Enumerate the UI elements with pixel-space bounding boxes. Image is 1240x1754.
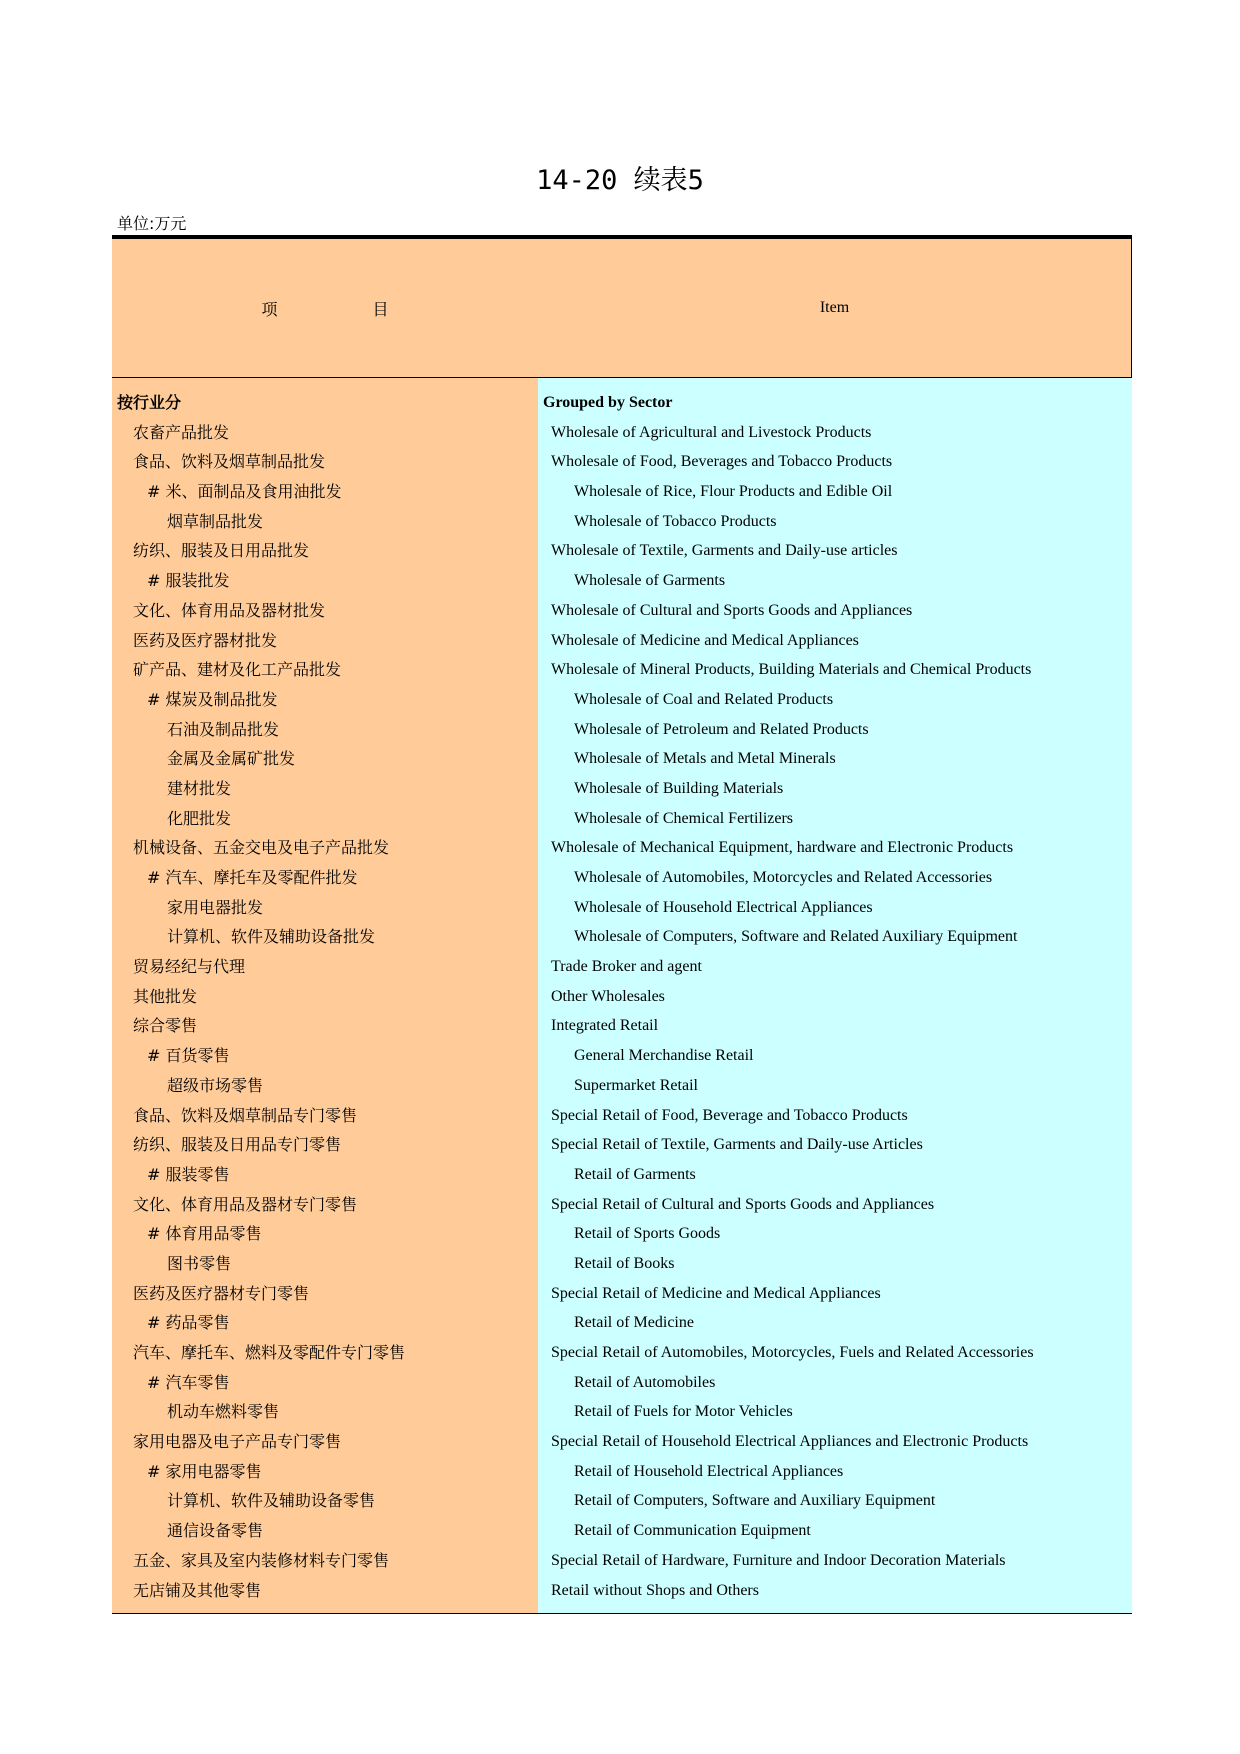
row-label-en: Wholesale of Medicine and Medical Appliances: [551, 631, 859, 649]
row-label-cn: 文化、体育用品及器材专门零售: [133, 1194, 358, 1214]
row-label-cn: 汽车、摩托车、燃料及零配件专门零售: [133, 1343, 406, 1362]
row-label-en: Retail of Automobiles: [574, 1373, 716, 1391]
row-label-en: Wholesale of Agricultural and Livestock Products: [551, 423, 872, 441]
page-title: 14-20 续表5: [536, 165, 704, 196]
chinese-column: [112, 378, 538, 1613]
row-label-en: Special Retail of Household Electrical Appliances and Electronic Products: [551, 1433, 1029, 1451]
row-label-en: Retail of Fuels for Motor Vehicles: [574, 1403, 793, 1421]
row-label-en: Special Retail of Textile, Garments and Daily-use Articles: [551, 1136, 923, 1154]
row-label-cn: 计算机、软件及辅助设备零售: [167, 1491, 376, 1511]
row-label-cn: 纺织、服装及日用品批发: [133, 541, 310, 561]
table-header: [112, 239, 1132, 378]
row-label-en: Retail of Books: [574, 1254, 675, 1272]
row-label-cn: # 汽车、摩托车及零配件批发: [147, 868, 358, 887]
row-label-cn: 医药及医疗器材专门零售: [133, 1283, 310, 1303]
row-label-cn: 建材批发: [167, 778, 232, 798]
row-label-en: Special Retail of Automobiles, Motorcycles, Fuels and Related Accessories: [551, 1344, 1034, 1361]
row-label-en: Retail of Communication Equipment: [574, 1522, 811, 1540]
row-label-cn: # 米、面制品及食用油批发: [147, 482, 342, 502]
row-label-cn: 家用电器批发: [167, 897, 264, 917]
row-label-en: Special Retail of Medicine and Medical Appliances: [551, 1284, 881, 1302]
classification-table: [112, 235, 1132, 1614]
row-label-en: Wholesale of Petroleum and Related Products: [574, 720, 869, 738]
row-label-en: Wholesale of Tobacco Products: [574, 512, 777, 530]
row-label-en: Wholesale of Mineral Products, Building Materials and Chemical Products: [551, 661, 1032, 679]
row-label-cn: 机动车燃料零售: [167, 1402, 280, 1422]
row-label-en: Wholesale of Rice, Flour Products and Edible Oil: [574, 483, 893, 501]
unit-label: 单位:万元: [117, 214, 187, 233]
row-label-cn: # 服装批发: [147, 571, 230, 591]
row-label-cn: 纺织、服装及日用品专门零售: [133, 1135, 342, 1155]
row-label-cn: 通信设备零售: [167, 1521, 264, 1541]
row-label-en: Retail of Sports Goods: [574, 1225, 721, 1243]
row-label-en: Other Wholesales: [551, 987, 665, 1005]
row-label-cn: 计算机、软件及辅助设备批发: [167, 927, 376, 947]
table-bottom-border: [112, 1613, 1132, 1614]
row-label-en: Wholesale of Building Materials: [574, 779, 784, 797]
row-label-en: Retail without Shops and Others: [551, 1581, 759, 1599]
row-label-en: General Merchandise Retail: [574, 1047, 754, 1065]
row-label-cn: 烟草制品批发: [167, 511, 264, 531]
row-label-en: Wholesale of Household Electrical Appliances: [574, 898, 873, 916]
row-label-en: Special Retail of Food, Beverage and Tobacco Products: [551, 1106, 908, 1124]
row-label-en: Wholesale of Metals and Metal Minerals: [574, 750, 836, 768]
row-label-en: Trade Broker and agent: [551, 958, 702, 976]
row-label-cn: 石油及制品批发: [167, 719, 280, 739]
row-label-cn: # 药品零售: [147, 1313, 230, 1333]
row-label-en: Supermarket Retail: [574, 1076, 698, 1094]
row-label-en: Retail of Garments: [574, 1165, 696, 1183]
row-label-en: Wholesale of Garments: [574, 572, 726, 590]
row-label-en: Wholesale of Automobiles, Motorcycles and Related Accessories: [574, 869, 993, 886]
row-label-en: Special Retail of Hardware, Furniture and Indoor Decoration Materials: [551, 1551, 1006, 1569]
row-label-en: Wholesale of Coal and Related Products: [574, 690, 834, 708]
row-label-cn: # 家用电器零售: [147, 1461, 262, 1481]
row-label-cn: 无店铺及其他零售: [133, 1580, 262, 1600]
row-label-en: Wholesale of Textile, Garments and Daily-use articles: [551, 542, 898, 560]
header-char-1: 项: [261, 299, 278, 319]
row-label-cn: 文化、体育用品及器材批发: [133, 600, 326, 620]
header-char-2: 目: [372, 299, 389, 319]
row-label-cn: 农畜产品批发: [133, 422, 230, 442]
row-label-cn: 医药及医疗器材批发: [133, 630, 278, 650]
row-label-cn: 食品、饮料及烟草制品专门零售: [133, 1105, 358, 1125]
row-label-en: Retail of Medicine: [574, 1314, 694, 1332]
row-label-en: Retail of Household Electrical Appliances: [574, 1462, 844, 1480]
row-label-en: Wholesale of Food, Beverages and Tobacco Products: [551, 453, 893, 471]
row-label-cn: 其他批发: [133, 986, 198, 1006]
header-english-item: Item: [819, 299, 850, 316]
row-label-cn: 矿产品、建材及化工产品批发: [133, 660, 342, 680]
row-label-cn: 按行业分: [117, 393, 182, 412]
row-label-cn: 图书零售: [167, 1253, 232, 1273]
row-label-en: Special Retail of Cultural and Sports Goods and Appliances: [551, 1195, 935, 1213]
row-label-cn: 家用电器及电子产品专门零售: [133, 1432, 342, 1452]
row-label-en: Wholesale of Cultural and Sports Goods and Appliances: [551, 601, 913, 619]
row-label-cn: 综合零售: [133, 1016, 198, 1036]
row-label-cn: 机械设备、五金交电及电子产品批发: [133, 838, 390, 858]
english-column: [538, 378, 1132, 1613]
row-label-cn: # 汽车零售: [147, 1372, 230, 1392]
row-label-cn: 超级市场零售: [167, 1075, 264, 1095]
row-label-en: Integrated Retail: [551, 1017, 659, 1035]
row-label-en: Grouped by Sector: [543, 394, 673, 411]
row-label-cn: # 体育用品零售: [147, 1224, 262, 1244]
row-label-cn: 食品、饮料及烟草制品批发: [133, 452, 326, 472]
row-label-cn: 贸易经纪与代理: [133, 957, 246, 977]
row-label-cn: # 百货零售: [147, 1046, 230, 1066]
row-label-cn: 金属及金属矿批发: [167, 749, 296, 769]
row-label-cn: # 服装零售: [147, 1164, 230, 1184]
row-label-en: Retail of Computers, Software and Auxiliary Equipment: [574, 1492, 936, 1510]
row-label-en: Wholesale of Chemical Fertilizers: [574, 809, 794, 827]
row-label-cn: # 煤炭及制品批发: [147, 689, 278, 709]
row-label-cn: 化肥批发: [167, 808, 232, 828]
row-label-cn: 五金、家具及室内装修材料专门零售: [133, 1550, 390, 1570]
table-body: [112, 378, 1132, 1613]
header-chinese-item: [112, 239, 538, 377]
row-label-en: Wholesale of Computers, Software and Related Auxiliary Equipment: [574, 928, 1018, 946]
row-label-en: Wholesale of Mechanical Equipment, hardware and Electronic Products: [551, 839, 1014, 857]
